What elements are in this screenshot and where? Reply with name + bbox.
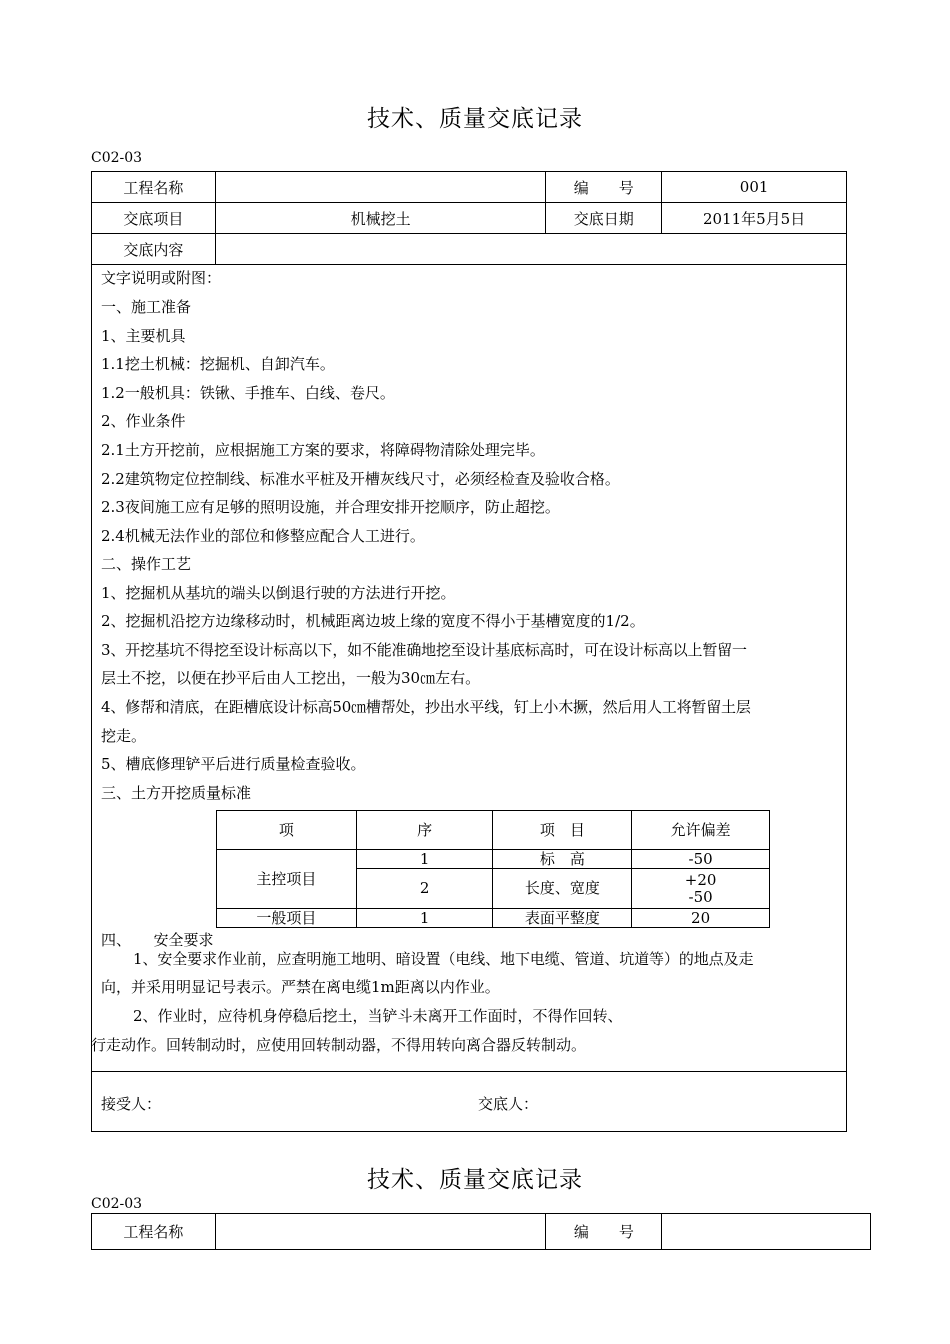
std-general-group: 一般项目	[217, 909, 357, 928]
content-line: 一、施工准备	[101, 298, 192, 316]
std-tolerance	[632, 869, 770, 909]
date-label: 交底日期	[546, 203, 662, 234]
std-item: 标 高	[493, 850, 632, 869]
doc2-header-table	[91, 1213, 871, 1250]
safety-heading: 四、 安全要求	[101, 931, 214, 949]
doc2-code: C02-03	[91, 1196, 143, 1212]
doc2-title: 技术、质量交底记录	[367, 1167, 583, 1193]
doc2-project-name-value	[215, 1214, 546, 1250]
content-line: 4、修帮和清底，在距槽底设计标高50㎝槽帮处，抄出水平线，钉上小木撅，然后用人工将暂留土层	[101, 698, 751, 716]
signature-divider	[91, 1071, 847, 1072]
std-seq: 1	[356, 909, 493, 928]
content-line: 2.2建筑物定位控制线、标准水平桩及开槽灰线尺寸，必须经检查及验收合格。	[101, 470, 620, 488]
project-name-value	[215, 172, 546, 203]
std-header-tolerance: 允许偏差	[632, 811, 770, 850]
item-value: 机械挖土	[215, 203, 546, 234]
date-value: 2011年5月5日	[662, 203, 847, 234]
std-item: 表面平整度	[493, 909, 632, 928]
content-line: 2.1土方开挖前，应根据施工方案的要求，将障碍物清除处理完毕。	[101, 441, 545, 459]
std-item: 长度、宽度	[493, 869, 632, 909]
quality-standard-table	[216, 810, 770, 928]
content-line: 2.4机械无法作业的部位和修整应配合人工进行。	[101, 527, 425, 545]
discloser-label: 交底人：	[478, 1095, 539, 1113]
content-line: 三、土方开挖质量标准	[101, 784, 252, 802]
std-tolerance-upper: +20	[684, 870, 717, 889]
content-line: 2、挖掘机沿挖方边缘移动时，机械距离边坡上缘的宽度不得小于基槽宽度的1/2。	[101, 612, 645, 630]
safety-line: 2、作业时，应待机身停稳后挖土，当铲斗未离开工作面时，不得作回转、	[133, 1007, 623, 1025]
std-seq: 2	[356, 869, 493, 909]
content-value	[215, 234, 846, 265]
content-line: 文字说明或附图：	[101, 269, 222, 287]
content-line: 层土不挖，以便在抄平后由人工挖出，一般为30㎝左右。	[101, 669, 481, 687]
doc1-title: 技术、质量交底记录	[367, 106, 583, 132]
safety-line: 行走动作。回转制动时，应使用回转制动器，不得用转向离合器反转制动。	[91, 1036, 587, 1054]
content-line: 1、挖掘机从基坑的端头以倒退行驶的方法进行开挖。	[101, 584, 456, 602]
safety-line: 向，并采用明显记号表示。严禁在离电缆1m距离以内作业。	[101, 978, 500, 996]
content-line: 1、主要机具	[101, 327, 186, 345]
safety-line: 1、安全要求作业前，应查明施工地明、暗设置（电线、地下电缆、管道、坑道等）的地点及走	[133, 950, 754, 968]
number-value: 001	[662, 172, 847, 203]
std-tolerance: 20	[632, 909, 770, 928]
std-tolerance-lower: -50	[688, 887, 713, 906]
std-main-group: 主控项目	[217, 850, 357, 909]
content-line: 2.3夜间施工应有足够的照明设施，并合理安排开挖顺序，防止超挖。	[101, 498, 560, 516]
doc1-code: C02-03	[91, 150, 143, 166]
content-line: 二、操作工艺	[101, 555, 192, 573]
content-label: 交底内容	[92, 234, 216, 265]
content-line: 挖走。	[101, 727, 147, 745]
project-name-label: 工程名称	[92, 172, 216, 203]
doc2-number-label: 编 号	[546, 1214, 662, 1250]
item-label: 交底项目	[92, 203, 216, 234]
std-header-item: 项	[217, 811, 357, 850]
std-header-seq: 序	[356, 811, 493, 850]
receiver-label: 接受人：	[101, 1095, 162, 1113]
doc2-number-value	[662, 1214, 871, 1250]
doc1-header-table	[91, 171, 847, 265]
content-line: 2、作业条件	[101, 412, 186, 430]
doc2-project-name-label: 工程名称	[92, 1214, 216, 1250]
std-header-name: 项 目	[493, 811, 632, 850]
content-line: 5、槽底修理铲平后进行质量检查验收。	[101, 755, 366, 773]
content-line: 3、开挖基坑不得挖至设计标高以下，如不能准确地挖至设计基底标高时，可在设计标高以上暂留一	[101, 641, 747, 659]
std-seq: 1	[356, 850, 493, 869]
std-tolerance: -50	[632, 850, 770, 869]
number-label: 编 号	[546, 172, 662, 203]
content-line: 1.1挖土机械：挖掘机、自卸汽车。	[101, 355, 335, 373]
content-line: 1.2一般机具：铁锹、手推车、白线、卷尺。	[101, 384, 395, 402]
